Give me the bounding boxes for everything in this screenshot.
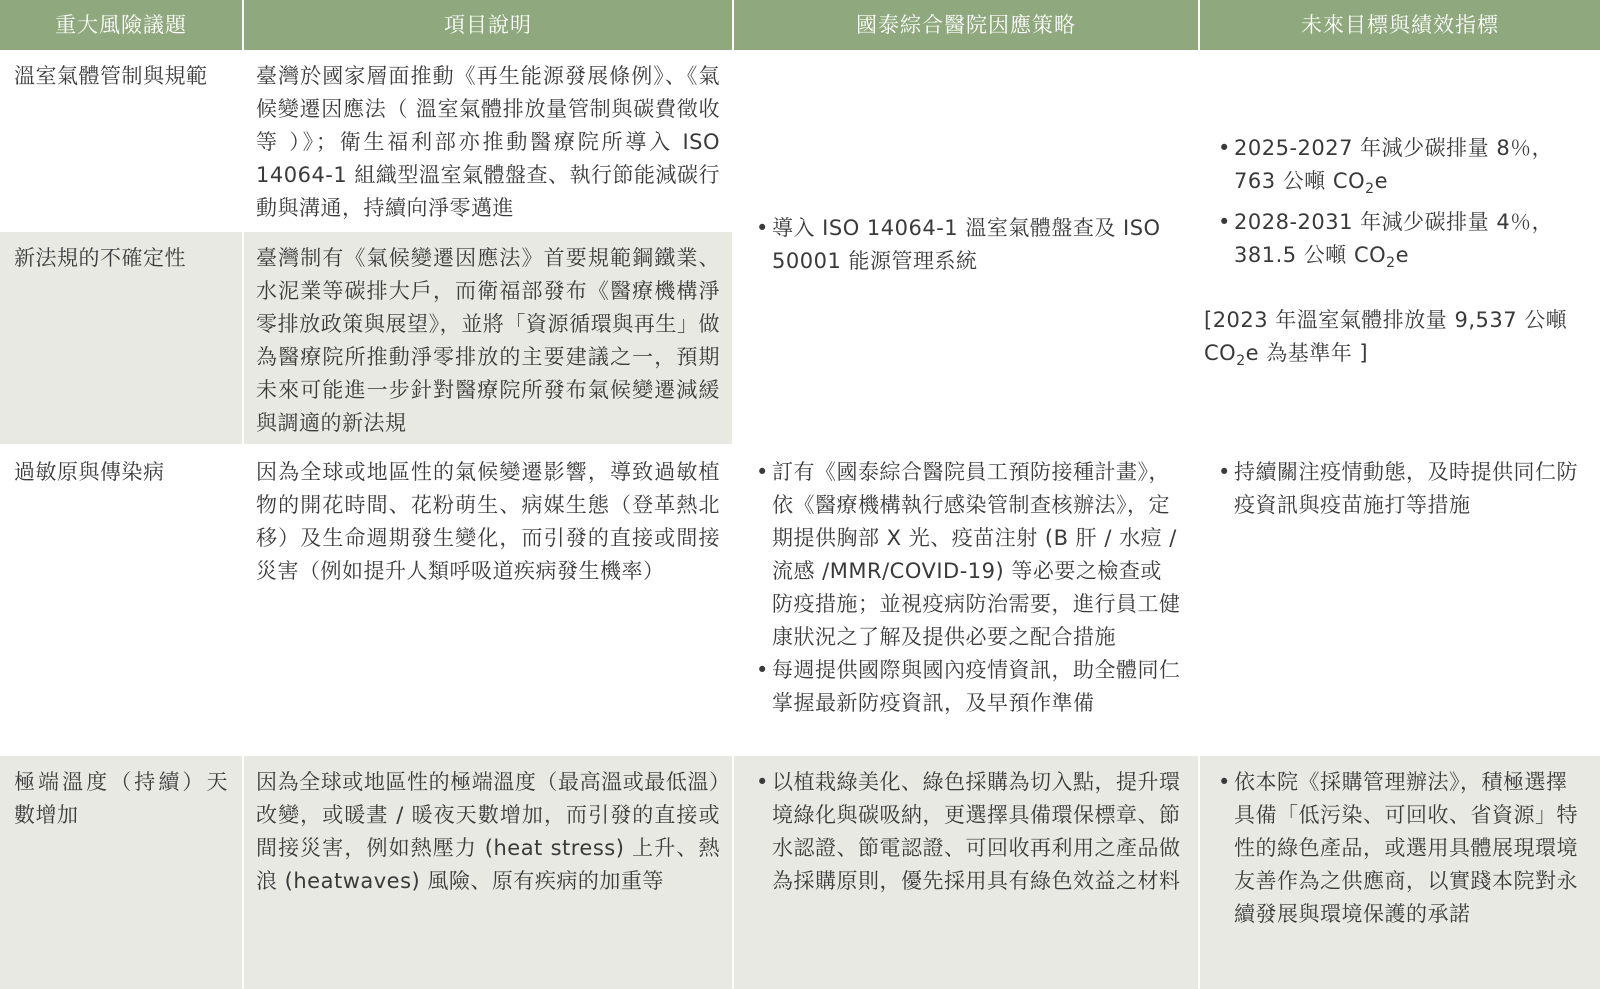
risk-description: 因為全球或地區性的極端溫度（最高溫或最低溫）改變，或暖晝 / 暖夜天數增加，而引發的直接或間接災害，例如熱壓力 (heat stress) 上升、熱浪 (heatwaves) 風險、原有疾病的加重等 <box>244 756 732 989</box>
risk-description: 臺灣制有《氣候變遷因應法》首要規範鋼鐵業、水泥業等碳排大戶，而衛福部發布《醫療機構淨零排放政策與展望》，並將「資源循環與再生」做為醫療院所推動淨零排放的主要建議之一，預期未來可能進一步針對醫療院所發布氣候變遷減緩與調適的新法規 <box>244 232 732 444</box>
header-description: 項目說明 <box>444 13 532 37</box>
table-row <box>0 756 1600 989</box>
risk-topic: 極端溫度（持續）天數增加 <box>0 756 242 989</box>
table-header <box>0 0 1600 50</box>
risk-topic: 過敏原與傳染病 <box>14 460 165 484</box>
strategy-cell <box>734 756 1198 989</box>
table-row <box>0 446 1600 754</box>
risk-topic: 溫室氣體管制與規範 <box>14 64 208 88</box>
header-topic: 重大風險議題 <box>55 13 187 37</box>
target-item: • 2028-2031 年減少碳排量 4％，381.5 公噸 $CO_2e$ <box>1216 206 1586 280</box>
targets-ghg-cell <box>1200 50 1600 444</box>
target-item: • 依本院《採購管理辦法》，積極選擇具備「低污染、可回收、省資源」特性的綠色產品，或選用具體展現環境友善作為之供應商，以實踐本院對永續發展與環境保護的承諾 <box>1216 766 1586 931</box>
strategy-item: • 導入 ISO 14064-1 溫室氣體盤查及 ISO 50001 能源管理系統 <box>754 212 1182 278</box>
target-item: • 持續關注疫情動態，及時提供同仁防疫資訊與疫苗施打等措施 <box>1216 456 1586 522</box>
targets-cell <box>1200 446 1600 754</box>
strategy-item: • 每週提供國際與國內疫情資訊，助全體同仁掌握最新防疫資訊，及早預作準備 <box>754 654 1182 720</box>
targets-cell <box>1200 756 1600 989</box>
header-targets: 未來目標與績效指標 <box>1301 13 1499 37</box>
risk-topic: 新法規的不確定性 <box>0 232 242 444</box>
header-strategy: 國泰綜合醫院因應策略 <box>856 13 1076 37</box>
baseline-note: [2023 年溫室氣體排放量 9,537 公噸 $CO_2e$ 為基準年 ] <box>1204 308 1568 370</box>
strategy-ghg-cell <box>734 50 1198 444</box>
strategy-cell <box>734 446 1198 754</box>
target-item: • 2025-2027 年減少碳排量 8％，763 公噸 $CO_2e$ <box>1216 132 1586 206</box>
strategy-item: • 訂有《國泰綜合醫院員工預防接種計畫》，依《醫療機構執行感染管制查核辦法》，定期提供胸部 X 光、疫苗注射 (B 肝 / 水痘 / 流感 /MMR/COVID-19) 等必要之檢查或防疫措施；並視疫病防治需要，進行員工健康狀況之了解及提供必要之配合措施 <box>754 456 1182 654</box>
risk-description: 臺灣於國家層面推動《再生能源發展條例》、《氣候變遷因應法（ 溫室氣體排放量管制與碳費徵收等 ）》；衛生福利部亦推動醫療院所導入 ISO 14064-1 組織型溫室氣體盤查、執行節能減碳行動與溝通，持續向淨零邁進 <box>256 64 720 220</box>
strategy-item: • 以植栽綠美化、綠色採購為切入點，提升環境綠化與碳吸納，更選擇具備環保標章、節水認證、節電認證、可回收再利用之產品做為採購原則，優先採用具有綠色效益之材料 <box>754 766 1182 898</box>
risk-description: 因為全球或地區性的氣候變遷影響，導致過敏植物的開花時間、花粉萌生、病媒生態（登革熱北移）及生命週期發生變化，而引發的直接或間接災害（例如提升人類呼吸道疾病發生機率） <box>256 460 720 583</box>
